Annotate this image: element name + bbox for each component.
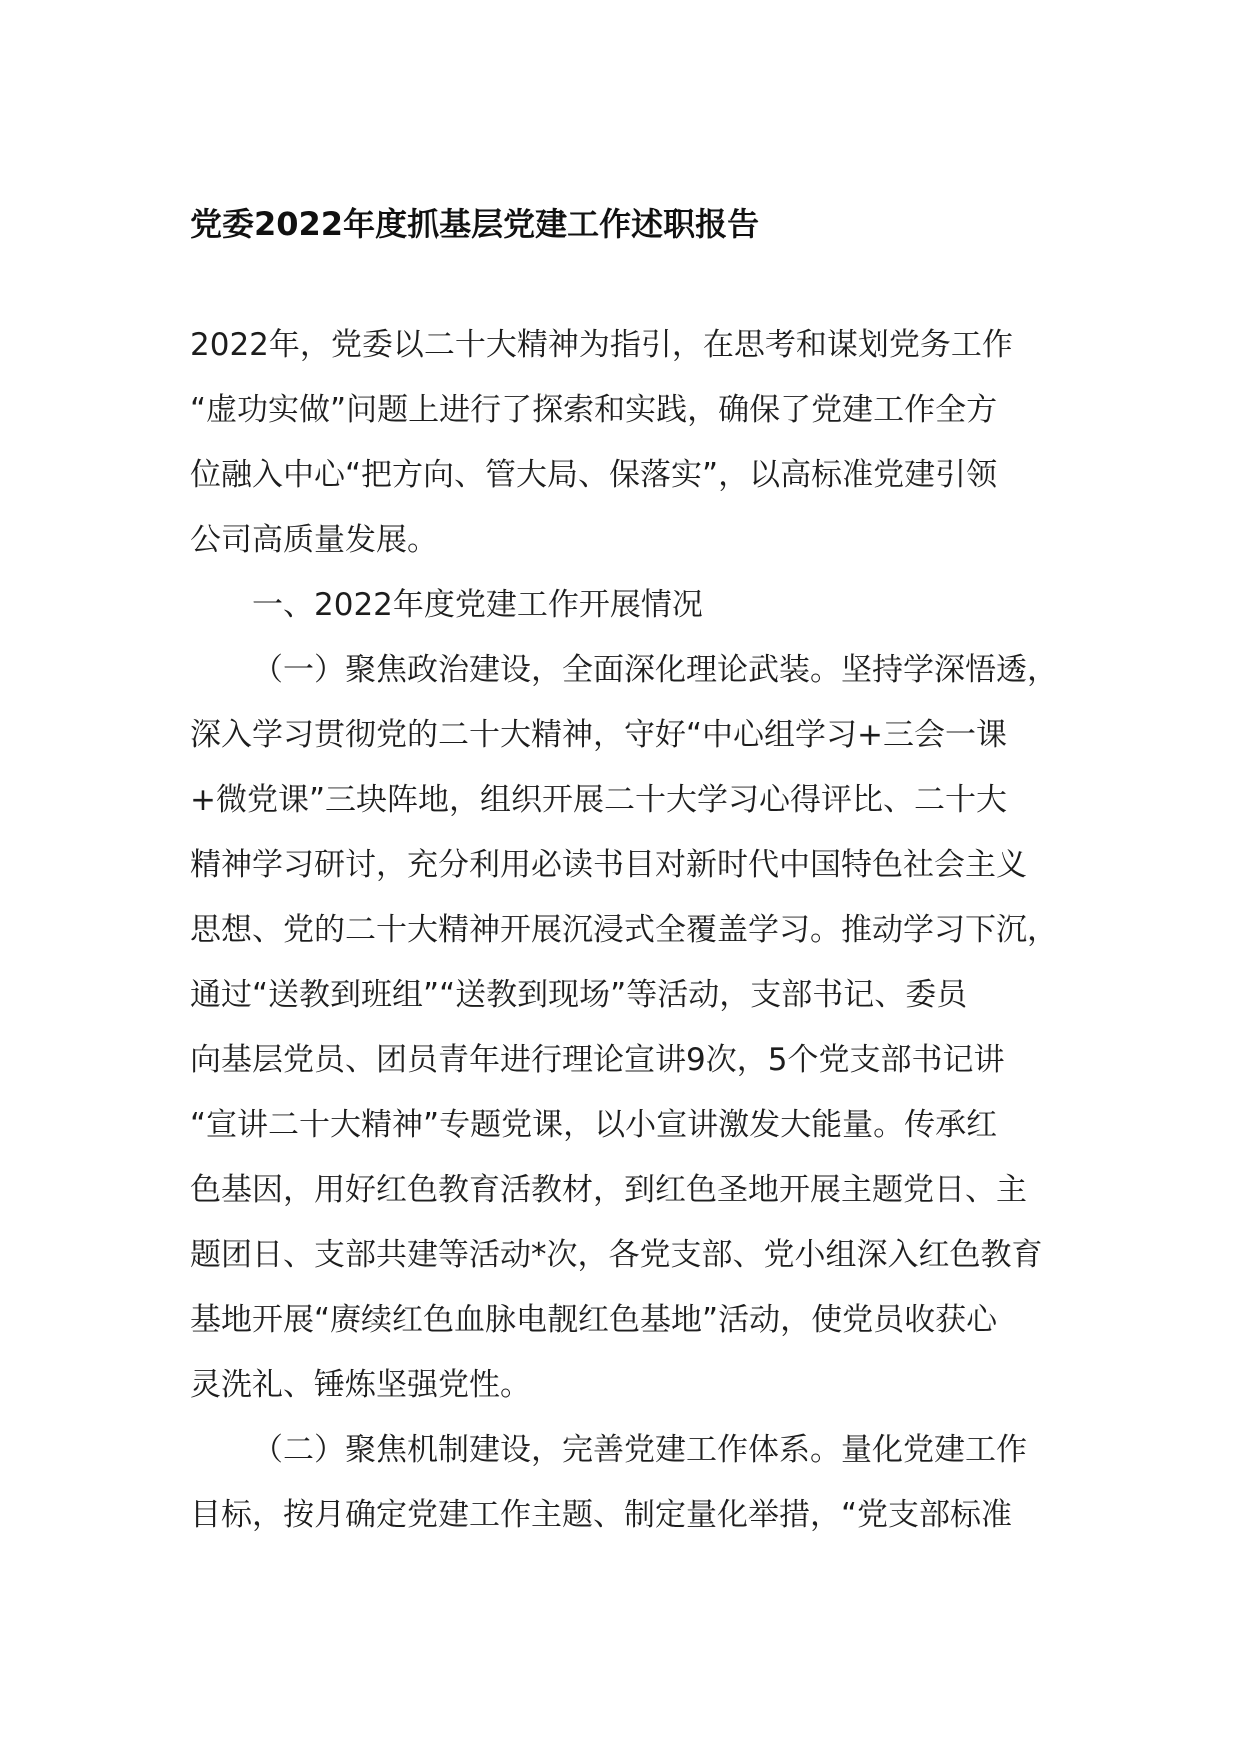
subsection-1	[190, 638, 1070, 1418]
section-heading-1	[190, 573, 1070, 638]
text-line: 向基层党员、团员青年进行理论宣讲9次，5个党支部书记讲	[190, 1042, 1005, 1078]
text-line: （二）聚焦机制建设，完善党建工作体系。量化党建工作	[252, 1432, 1027, 1468]
text-line: 色基因，用好红色教育活教材，到红色圣地开展主题党日、主	[190, 1172, 1027, 1208]
text-line: 目标，按月确定党建工作主题、制定量化举措，“党支部标准	[190, 1497, 1013, 1533]
text-line: 公司高质量发展。	[190, 522, 438, 558]
text-line: 思想、党的二十大精神开展沉浸式全覆盖学习。推动学习下沉，	[190, 912, 1058, 948]
text-line: 精神学习研讨，充分利用必读书目对新时代中国特色社会主义	[190, 847, 1027, 883]
text-line: 通过“送教到班组”“送教到现场”等活动，支部书记、委员	[190, 977, 968, 1013]
text-line: 深入学习贯彻党的二十大精神，守好“中心组学习+三会一课	[190, 717, 1008, 753]
section-heading: 一、2022年度党建工作开展情况	[252, 587, 703, 623]
text-line: 位融入中心“把方向、管大局、保落实”，以高标准党建引领	[190, 457, 998, 493]
text-line: +微党课”三块阵地，组织开展二十大学习心得评比、二十大	[190, 782, 1008, 818]
document-title: 党委2022年度抓基层党建工作述职报告	[190, 205, 760, 243]
intro-paragraph	[190, 313, 1070, 573]
text-line: “宣讲二十大精神”专题党课，以小宣讲激发大能量。传承红	[190, 1107, 998, 1143]
text-line: 基地开展“赓续红色血脉电靓红色基地”活动，使党员收获心	[190, 1302, 998, 1338]
subsection-2	[190, 1418, 1070, 1548]
text-line: （一）聚焦政治建设，全面深化理论武装。坚持学深悟透，	[252, 652, 1058, 688]
text-line: 题团日、支部共建等活动*次，各党支部、党小组深入红色教育	[190, 1237, 1043, 1273]
text-line: “虚功实做”问题上进行了探索和实践，确保了党建工作全方	[190, 392, 998, 428]
text-line: 灵洗礼、锤炼坚强党性。	[190, 1367, 531, 1403]
text-line: 2022年，党委以二十大精神为指引，在思考和谋划党务工作	[190, 327, 1013, 363]
